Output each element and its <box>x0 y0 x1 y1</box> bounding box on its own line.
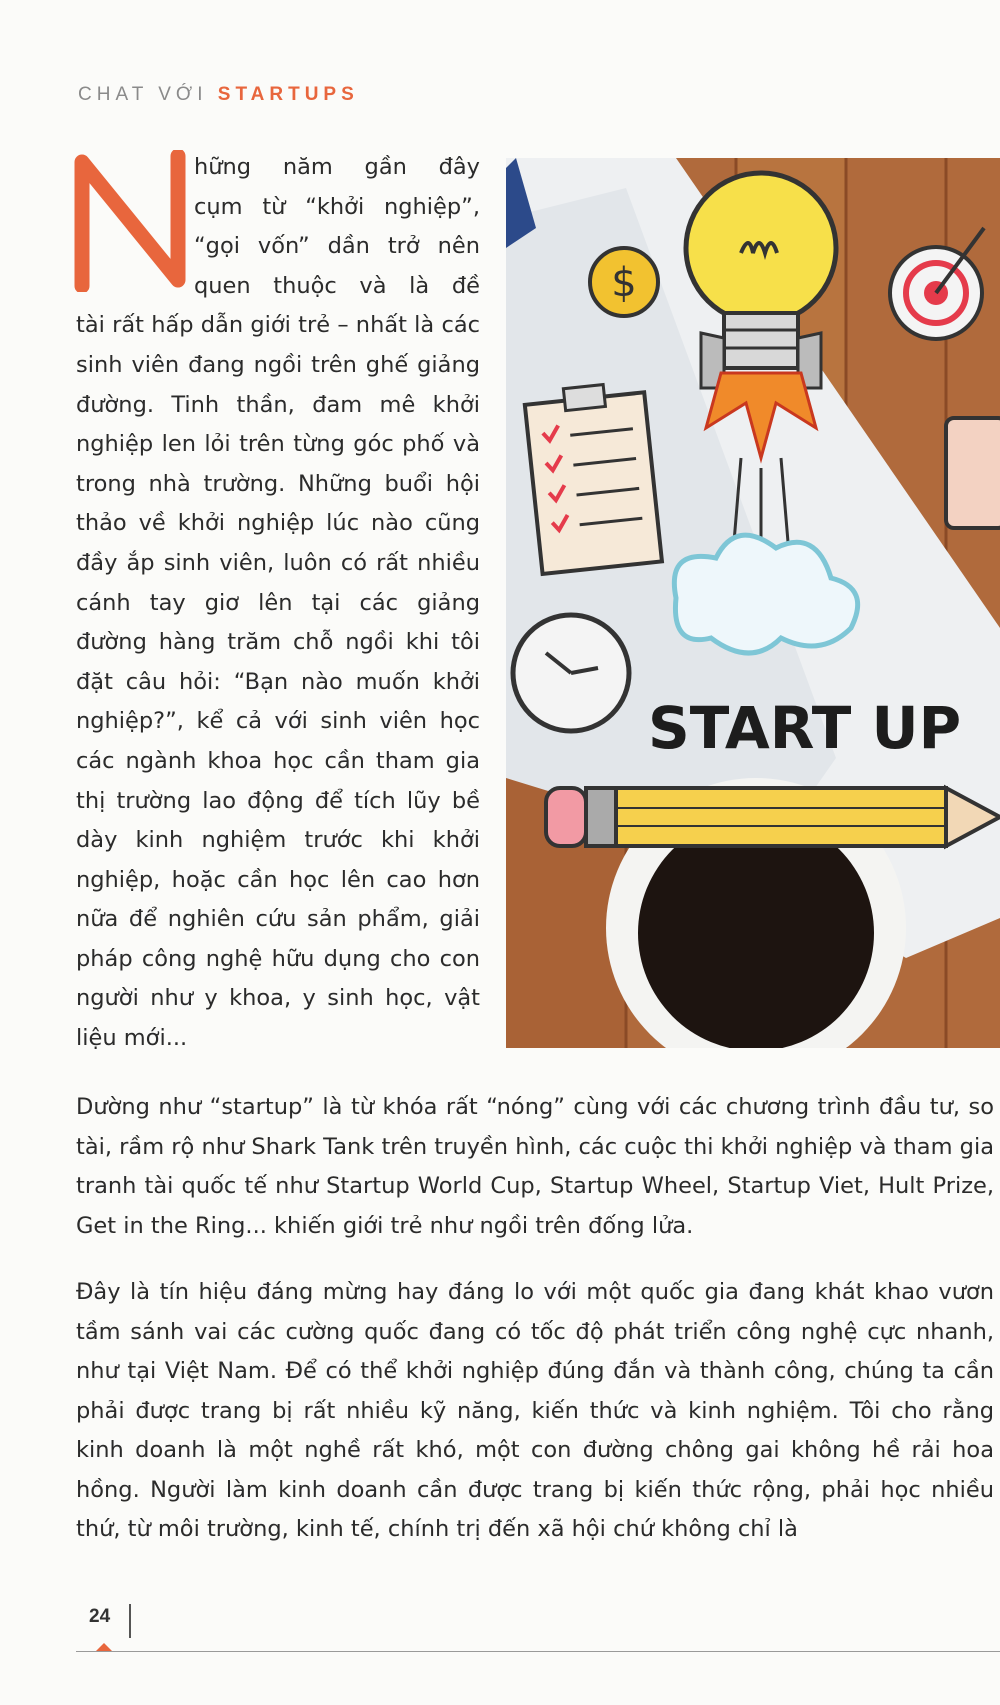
intro-paragraph <box>76 148 480 1059</box>
header-prefix: CHAT VỚI <box>78 84 208 105</box>
intro-line: quen thuộc và là đề <box>194 272 480 299</box>
footer-rule <box>76 1651 1000 1652</box>
intro-line: “gọi vốn” dần trở nên <box>194 233 480 260</box>
body-paragraph: Đây là tín hiệu đáng mừng hay đáng lo với một quốc gia đang khát khao vươn tầm sánh vai các cường quốc đang có tốc độ phát triển công nghệ cực nhanh, như tại Việt Nam. Để có thể khởi nghiệp đúng đắn và thành công, chúng ta cần phải được trang bị rất nhiều kỹ năng, kiến thức và kinh nghiệm. Tôi cho rằng kinh doanh là một nghề rất khó, một con đường chông gai không hề rải hoa hồng. Người làm kinh doanh cần được trang bị kiến thức rộng, phải học nhiều thứ, từ môi trường, kinh tế, chính trị đến xã hội chứ không chỉ là <box>76 1279 994 1542</box>
footer-divider <box>129 1604 131 1638</box>
intro-continuation: tài rất hấp dẫn giới trẻ – nhất là các sinh viên đang ngồi trên ghế giảng đường. Tinh thần, đam mê khởi nghiệp len lỏi trên từng góc phố và trong nhà trường. Những buổi hội thảo về khởi nghiệp lúc nào cũng đầy ắp sinh viên, luôn có rất nhiều cánh tay giơ lên tại các giảng đường hàng trăm chỗ ngồi khi tôi đặt câu hỏi: “Bạn nào muốn khởi nghiệp?”, kể cả với sinh viên học các ngành khoa học cần tham gia thị trường lao động để tích lũy bề dày kinh nghiệm trước khi khởi nghiệp, hoặc cần học lên cao hơn nữa để nghiên cứu sản phẩm, giải pháp công nghệ hữu dụng cho con người như y khoa, y sinh học, vật liệu mới... <box>76 312 480 1052</box>
page-number: 24 <box>89 1606 111 1627</box>
footer-marker <box>96 1643 112 1651</box>
intro-line: hững năm gần đây <box>194 154 480 180</box>
svg-text:$: $ <box>611 260 637 306</box>
illustration-caption: START UP <box>648 694 962 762</box>
dropcap-text: N <box>74 150 75 151</box>
running-header <box>78 84 359 106</box>
header-highlight: STARTUPS <box>217 84 359 105</box>
startup-illustration <box>506 158 1000 1048</box>
body-paragraph: Dường như “startup” là từ khóa rất “nóng” cùng với các chương trình đầu tư, so tài, rầm rộ như Shark Tank trên truyền hình, các cuộc thi khởi nghiệp và tham gia tranh tài quốc tế như Startup World Cup, Startup Wheel, Startup Viet, Hult Prize, Get in the Ring... khiến giới trẻ như ngồi trên đống lửa. <box>76 1094 994 1239</box>
intro-line: cụm từ “khởi nghiệp”, <box>194 193 480 220</box>
